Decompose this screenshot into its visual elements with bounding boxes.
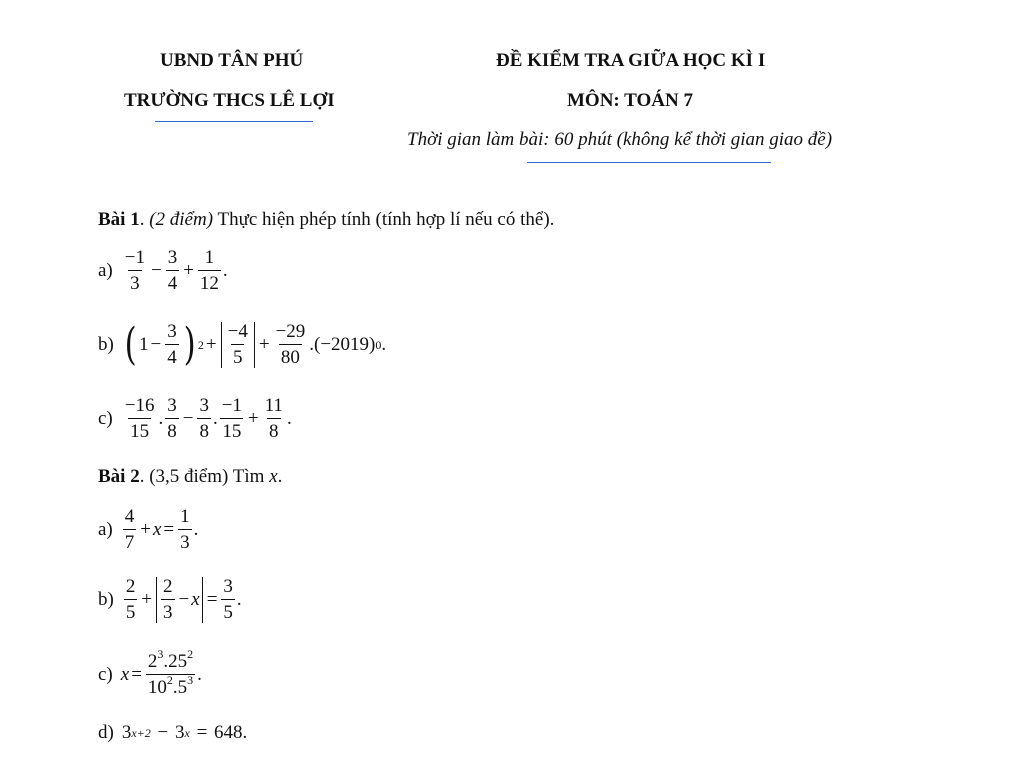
exam-title: ĐỀ KIỂM TRA GIỮA HỌC KÌ I [496,50,766,71]
fraction: $\frac{4}{7}$ [124,506,135,553]
fraction: $\frac{-16}{15}$ [124,395,155,442]
bai2-a: a) $\frac{4}{7}$ + x = $\frac{1}{3}$ . [98,506,199,553]
fraction: $\frac{1}{12}$ [199,247,219,294]
bai2-var: x [269,466,278,487]
fraction: $\frac{1}{3}$ [180,506,190,553]
bai1-points: (2 điểm) [149,209,214,230]
bai1-instruction: Thực hiện phép tính (tính hợp lí nếu có thể). [217,209,555,230]
left-header-line1: UBND TÂN PHÚ [160,50,304,71]
label-b: b) [98,589,114,610]
fraction: $\frac{3}{4}$ [167,321,177,368]
bai2-title: Bài 2 [98,466,140,487]
fraction: $\frac{3}{5}$ [223,576,233,623]
fraction: $\frac{2}{3}$ [163,576,173,623]
label-c: c) [98,663,113,685]
fraction: $\frac{-1}{15}$ [221,395,242,442]
fraction: $\frac{-4}{5}$ [227,321,248,368]
label-a: a) [98,259,113,281]
left-header-rule [155,121,313,122]
label-d: d) [98,722,114,743]
fraction: $\frac{-29}{80}$ [275,321,306,368]
bai2-points: (3,5 điểm) [149,466,229,487]
fraction: $\frac{3}{8}$ [167,395,177,442]
fraction: $\frac{3}{4}$ [167,247,178,294]
bai1-c: c) $\frac{-16}{15}$ . $\frac{3}{8}$ − $\frac{3}{8}$ . $\frac{-1}{15}$ + $\frac{11}{8}$ . [98,395,292,442]
right-header-rule [527,162,771,163]
subject-title: MÔN: TOÁN 7 [567,90,693,111]
fraction: $\frac{2^3.25^2}{10^2.5^3}$ [147,647,194,698]
bai2-b: b) $\frac{2}{5}$ + $\frac{2}{3}$ − x = $\frac{3}{5}$ . [98,576,242,623]
left-header-line2: TRƯỜNG THCS LÊ LỢI [124,90,335,111]
bai2-instruction: Tìm [232,466,265,487]
bai1-title: Bài 1 [98,209,140,230]
bai1-heading: Bài 1. (2 điểm) Thực hiện phép tính (tính hợp lí nếu có thể). [98,209,555,230]
time-note: Thời gian làm bài: 60 phút (không kể thời gian giao đề) [407,129,833,150]
bai2-heading: Bài 2. (3,5 điểm) Tìm x. [98,466,283,487]
label-c: c) [98,407,113,429]
label-a: a) [98,518,113,540]
bai2-d: d) 3 x+2 − 3 x = 648. [98,722,248,743]
label-b: b) [98,334,114,355]
bai1-b: b) ( 1 − $\frac{3}{4}$ ) 2 + $\frac{-4}{5}$ + $\frac{-29}{80}$ .(−2019) 0 . [98,319,387,370]
bai2-c: c) x = $\frac{2^3.25^2}{10^2.5^3}$ . [98,647,202,698]
fraction: $\frac{3}{8}$ [199,395,209,442]
fraction: $\frac{11}{8}$ [264,395,283,442]
fraction: $\frac{-1}{3}$ [124,247,145,294]
bai1-a: a) $\frac{-1}{3}$ − $\frac{3}{4}$ + $\frac{1}{12}$ . [98,247,228,294]
fraction: $\frac{2}{5}$ [125,576,136,623]
